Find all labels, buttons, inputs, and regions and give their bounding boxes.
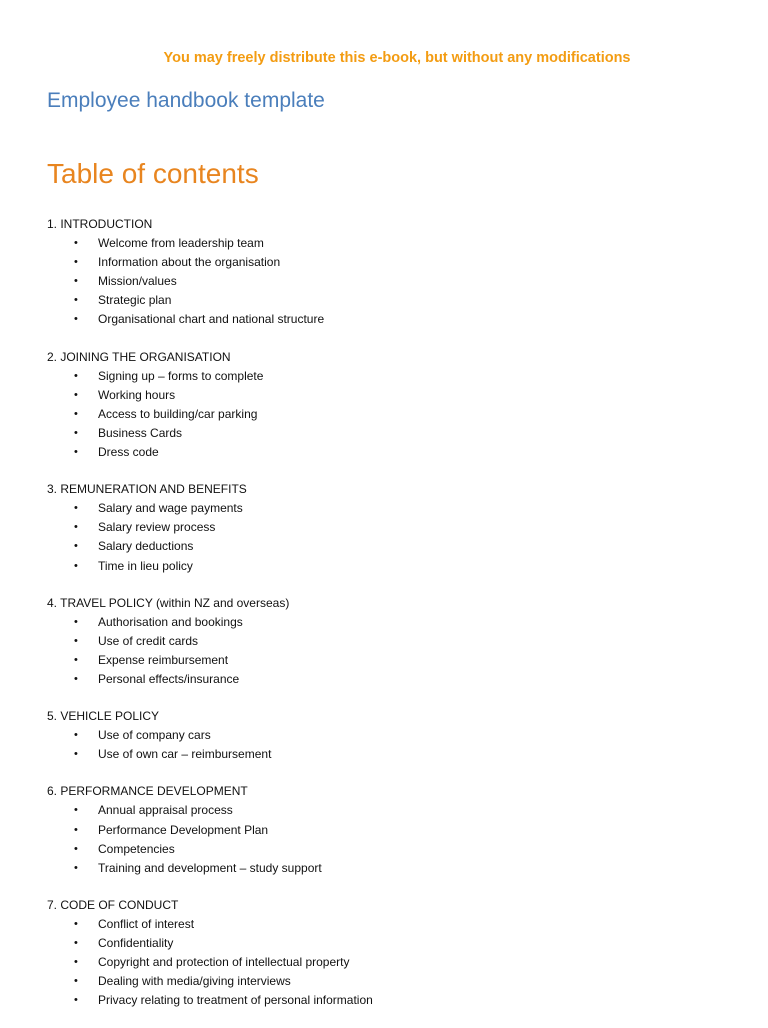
list-item-label: Personal effects/insurance <box>98 671 240 686</box>
list-item-label: Conflict of interest <box>98 916 195 931</box>
bullet-icon: • <box>74 804 78 817</box>
list-item <box>47 651 747 670</box>
list-item-label: Authorisation and bookings <box>98 614 243 629</box>
list-item-label: Signing up – forms to complete <box>98 368 264 383</box>
list-item <box>47 632 747 651</box>
list-item-label: Salary deductions <box>98 539 194 554</box>
list-item-label: Dealing with media/giving interviews <box>98 974 291 989</box>
section-items <box>47 801 747 877</box>
bullet-icon: • <box>74 237 78 250</box>
bullet-icon: • <box>74 275 78 288</box>
list-item <box>47 367 747 386</box>
list-item-label: Time in lieu policy <box>98 558 193 573</box>
table-of-contents <box>47 215 747 1028</box>
list-item <box>47 915 747 934</box>
bullet-icon: • <box>74 956 78 969</box>
toc-section-travel <box>47 594 747 689</box>
toc-section-performance <box>47 782 747 877</box>
bullet-icon: • <box>74 634 78 647</box>
list-item-label: Information about the organisation <box>98 255 281 270</box>
list-item <box>47 726 747 745</box>
section-title: 3. REMUNERATION AND BENEFITS <box>47 482 247 497</box>
list-item <box>47 953 747 972</box>
list-item <box>47 934 747 953</box>
bullet-icon: • <box>74 369 78 382</box>
bullet-icon: • <box>74 672 78 685</box>
bullet-icon: • <box>74 937 78 949</box>
bullet-icon: • <box>74 729 78 742</box>
document-title: Employee handbook template <box>47 89 325 112</box>
list-item <box>47 821 747 840</box>
list-item-label: Working hours <box>98 387 176 402</box>
list-item-label: Annual appraisal process <box>98 803 233 818</box>
bullet-icon: • <box>74 615 78 628</box>
list-item-label: Welcome from leadership team <box>98 236 264 251</box>
toc-section-remuneration <box>47 480 747 575</box>
bullet-icon: • <box>74 426 78 439</box>
list-item <box>47 991 747 1010</box>
bullet-icon: • <box>74 975 78 988</box>
list-item-label: Performance Development Plan <box>98 822 269 837</box>
list-item <box>47 253 747 272</box>
section-items <box>47 726 747 764</box>
list-item <box>47 840 747 859</box>
toc-section-introduction <box>47 215 747 330</box>
bullet-icon: • <box>74 407 78 420</box>
list-item-label: Use of credit cards <box>98 633 199 648</box>
toc-section-vehicle <box>47 707 747 764</box>
bullet-icon: • <box>74 823 78 836</box>
bullet-icon: • <box>74 861 78 874</box>
list-item <box>47 443 747 462</box>
bullet-icon: • <box>74 653 78 666</box>
bullet-icon: • <box>74 521 78 534</box>
distribution-notice: You may freely distribute this e-book, but without any modifications <box>163 50 631 66</box>
list-item <box>47 745 747 764</box>
list-item <box>47 670 747 689</box>
section-title: 1. INTRODUCTION <box>47 217 153 231</box>
bullet-icon: • <box>74 559 78 572</box>
toc-section-joining <box>47 348 747 463</box>
list-item <box>47 801 747 820</box>
section-items <box>47 613 747 689</box>
section-items <box>47 367 747 462</box>
list-item-label: Copyright and protection of intellectual property <box>98 955 350 970</box>
bullet-icon: • <box>74 294 78 307</box>
section-title: 6. PERFORMANCE DEVELOPMENT <box>47 784 248 799</box>
section-items <box>47 915 747 1010</box>
list-item-label: Expense reimbursement <box>98 652 229 667</box>
list-item <box>47 537 747 556</box>
list-item <box>47 859 747 878</box>
list-item <box>47 613 747 632</box>
list-item <box>47 272 747 291</box>
bullet-icon: • <box>74 502 78 515</box>
bullet-icon: • <box>74 313 78 326</box>
list-item-label: Dress code <box>98 445 159 460</box>
list-item <box>47 972 747 991</box>
list-item-label: Salary review process <box>98 520 216 535</box>
list-item-label: Strategic plan <box>98 293 172 308</box>
bullet-icon: • <box>74 748 78 761</box>
list-item-label: Confidentiality <box>98 936 174 950</box>
list-item <box>47 234 747 253</box>
list-item-label: Training and development – study support <box>98 860 322 875</box>
bullet-icon: • <box>74 446 78 459</box>
bullet-icon: • <box>74 994 78 1007</box>
list-item-label: Salary and wage payments <box>98 501 243 516</box>
list-item <box>47 499 747 518</box>
list-item-label: Mission/values <box>98 274 177 289</box>
list-item-label: Privacy relating to treatment of personal information <box>98 993 373 1008</box>
bullet-icon: • <box>74 256 78 269</box>
section-title: 7. CODE OF CONDUCT <box>47 897 179 912</box>
toc-heading: Table of contents <box>47 158 259 189</box>
list-item-label: Business Cards <box>98 425 183 440</box>
bullet-icon: • <box>74 917 78 930</box>
section-items <box>47 234 747 329</box>
list-item <box>47 518 747 537</box>
section-title: 4. TRAVEL POLICY (within NZ and overseas) <box>47 595 290 610</box>
section-title: 2. JOINING THE ORGANISATION <box>47 349 231 364</box>
list-item-label: Organisational chart and national structure <box>98 312 325 327</box>
list-item <box>47 291 747 310</box>
list-item-label: Use of company cars <box>98 728 211 743</box>
toc-section-conduct <box>47 896 747 1011</box>
bullet-icon: • <box>74 540 78 553</box>
list-item-label: Use of own car – reimbursement <box>98 747 272 762</box>
section-items <box>47 499 747 575</box>
bullet-icon: • <box>74 842 78 855</box>
list-item <box>47 310 747 329</box>
list-item <box>47 386 747 405</box>
section-title: 5. VEHICLE POLICY <box>47 709 160 724</box>
list-item <box>47 557 747 576</box>
list-item-label: Access to building/car parking <box>98 406 258 421</box>
list-item-label: Competencies <box>98 841 175 856</box>
bullet-icon: • <box>74 388 78 401</box>
list-item <box>47 424 747 443</box>
list-item <box>47 405 747 424</box>
